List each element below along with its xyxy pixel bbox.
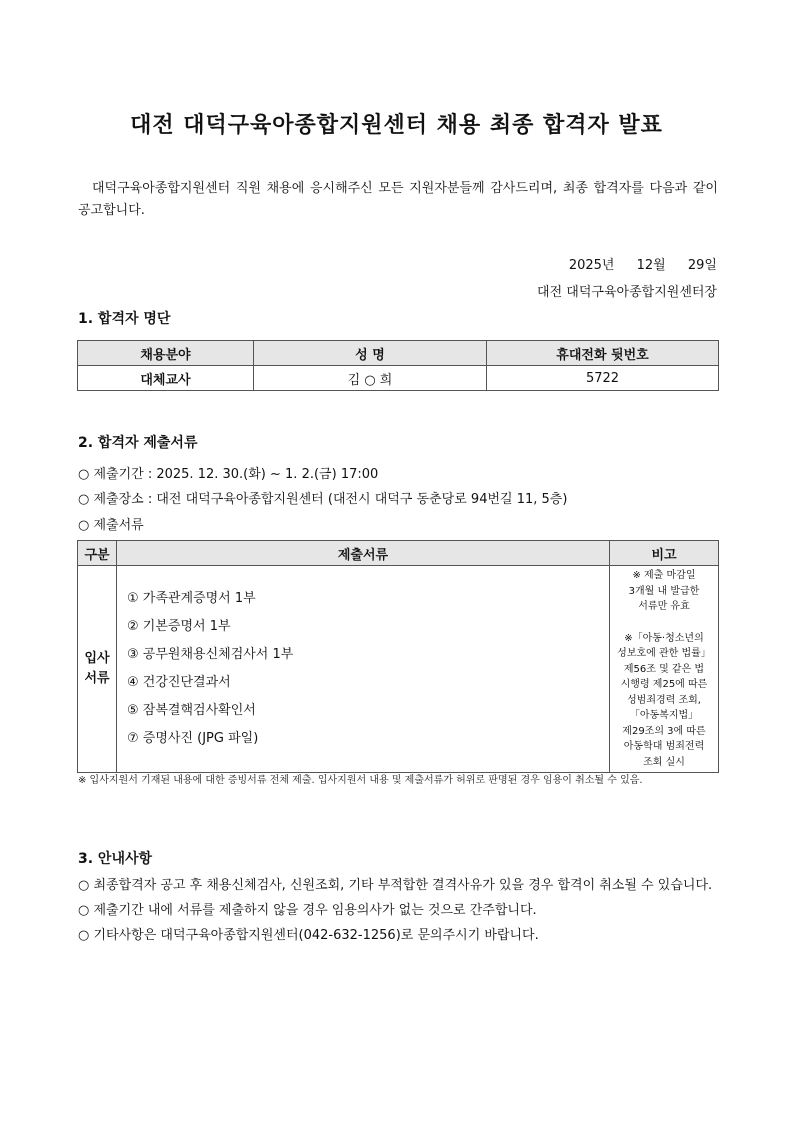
signer: 대전 대덕구육아종합지원센터장 (537, 285, 717, 300)
footnote: ※ 입사지원서 기재된 내용에 대한 증빙서류 전체 제출. 입사지원서 내용 및 제출서류가 허위로 판명된 경우 임용이 취소될 수 있음. (78, 775, 643, 786)
documents-table (77, 540, 719, 773)
document-item: ③ 공무원채용신체검사서 1부 (127, 647, 294, 662)
note-line: 성보호에 관한 법률」 (617, 648, 711, 659)
page-title: 대전 대덕구육아종합지원센터 채용 최종 합격자 발표 (130, 113, 663, 138)
date-month: 12월 (636, 258, 666, 273)
note-line: 「아동복지법」 (629, 710, 699, 721)
table-row (78, 366, 719, 391)
submission-place: ○ 제출장소 : 대전 대덕구육아종합지원센터 (대전시 대덕구 동춘당로 94번길 11, 5층) (78, 492, 568, 507)
document-item: ⑦ 증명사진 (JPG 파일) (127, 731, 259, 746)
notice-item: ○ 최종합격자 공고 후 채용신체검사, 신원조회, 기타 부적합한 결격사유가 있을 경우 합격이 취소될 수 있습니다. (78, 878, 713, 893)
document-item: ② 기본증명서 1부 (127, 619, 231, 634)
col-header-phone: 휴대전화 뒷번호 (487, 341, 719, 366)
submission-period: ○ 제출기간 : 2025. 12. 30.(화) ~ 1. 2.(금) 17:00 (78, 467, 379, 482)
col-header-field: 채용분야 (78, 341, 254, 366)
table-row (78, 566, 719, 773)
notice-list (78, 876, 718, 945)
section3-title: 3. 안내사항 (78, 851, 153, 867)
note-cell (610, 566, 719, 773)
document-item: ① 가족관계증명서 1부 (127, 591, 256, 606)
notice-item: ○ 기타사항은 대덕구육아종합지원센터(042-632-1256)로 문의주시기 바랍니다. (78, 928, 539, 943)
date-year: 2025년 (568, 258, 615, 273)
passer-list-table (77, 340, 719, 391)
col-header-category: 구분 (78, 541, 117, 566)
date-day: 29일 (687, 258, 717, 273)
table-header-row (78, 341, 719, 366)
category-line-1: 입사 (84, 651, 110, 666)
note-line: 조회 실시 (643, 756, 685, 768)
notice-item: ○ 제출기간 내에 서류를 제출하지 않을 경우 임용의사가 없는 것으로 간주합니다. (78, 903, 537, 918)
col-header-documents: 제출서류 (117, 541, 610, 566)
col-header-note: 비고 (610, 541, 719, 566)
section1-title: 1. 합격자 명단 (78, 311, 171, 327)
note-line: 성범죄경력 조회, (627, 694, 701, 706)
cell-phone: 5722 (487, 366, 719, 391)
cell-name: 김 ○ 희 (254, 366, 487, 391)
note-line: 제29조의 3에 따른 (622, 725, 706, 737)
section2-title: 2. 합격자 제출서류 (78, 435, 198, 451)
document-item: ⑤ 잠복결핵검사확인서 (127, 703, 256, 718)
table-header-row (78, 541, 719, 566)
category-cell (78, 566, 117, 773)
col-header-name: 성 명 (254, 341, 487, 366)
document-item: ④ 건강진단결과서 (127, 675, 231, 690)
note-line: 아동학대 범죄전력 (623, 741, 705, 752)
intro-paragraph: 대덕구육아종합지원센터 직원 채용에 응시해주신 모든 지원자분들께 감사드리며, 최종 합격자를 다음과 같이 공고합니다. (78, 181, 718, 218)
note-line: ※ 제출 마감일 (632, 570, 696, 581)
category-line-2: 서류 (84, 671, 110, 686)
note-line: 서류만 유효 (638, 601, 690, 612)
cell-field: 대체교사 (78, 366, 254, 391)
note-line: 제56조 및 같은 법 (623, 663, 705, 675)
submission-docs-label: ○ 제출서류 (78, 518, 144, 533)
announcement-date (555, 254, 717, 273)
note-line: 시행령 제25에 따른 (620, 679, 708, 690)
note-line: 3개월 내 발급한 (628, 585, 700, 597)
documents-cell (117, 566, 610, 773)
note-line: ※「아동·청소년의 (624, 632, 704, 644)
